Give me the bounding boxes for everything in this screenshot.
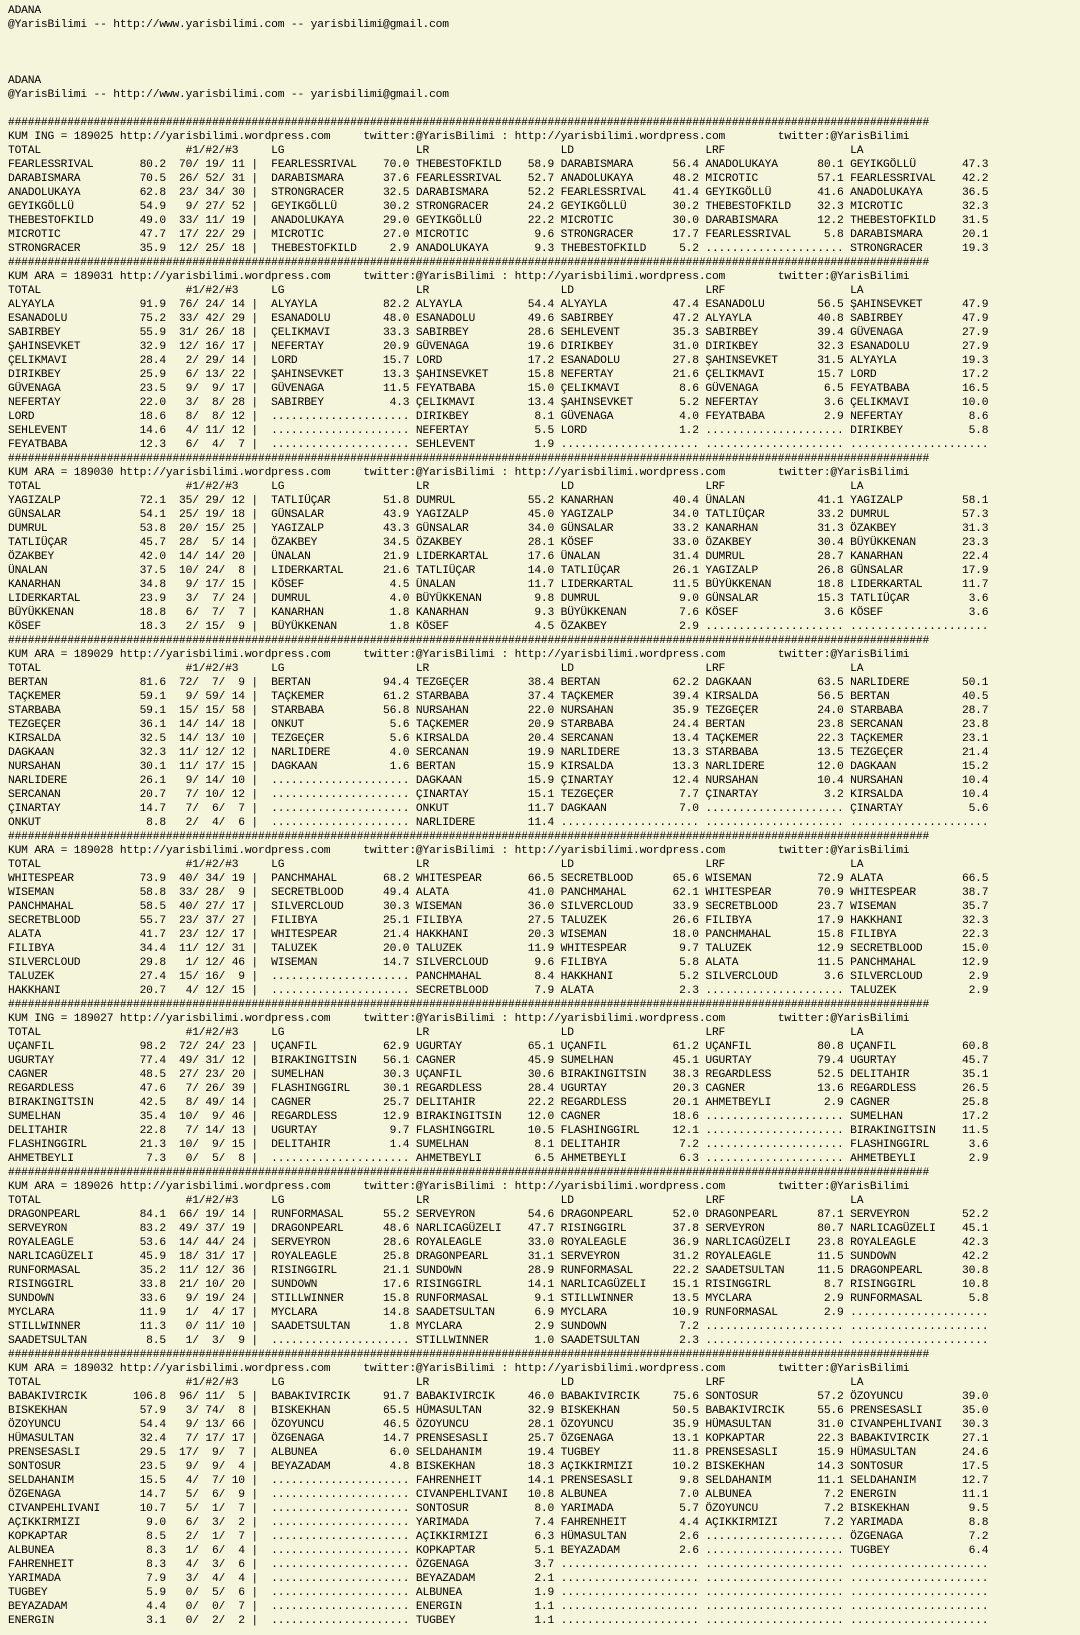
report-line: STARBABA 59.1 15/ 15/ 58 | STARBABA 56.8 NURSAHAN 22.0 NURSAHAN 35.9 TEZGEÇER 24.0 STARBABA 28.7 [8, 705, 989, 717]
report-line: ############################################################################################################################################ [8, 1167, 930, 1179]
report-line: @YarisBilimi -- http://www.yarisbilimi.com -- yarisbilimi@gmail.com [8, 89, 449, 101]
report-line: NEFERTAY 22.0 3/ 8/ 28 | SABIRBEY 4.3 ÇELIKMAVI 13.4 ŞAHINSEVKET 5.2 NEFERTAY 3.6 ÇELIKMAVI 10.0 [8, 397, 989, 409]
report-line: BISKEKHAN 57.9 3/ 74/ 8 | BISKEKHAN 65.5 HÜMASULTAN 32.9 BISKEKHAN 50.5 BABAKIVIRCIK 55.6 PRENSESASLI 35.0 [8, 1405, 989, 1417]
report-line: ############################################################################################################################################ [8, 831, 930, 843]
report-line: FEARLESSRIVAL 80.2 70/ 19/ 11 | FEARLESSRIVAL 70.0 THEBESTOFKILD 58.9 DARABISMARA 56.4 ANADOLUKAYA 80.1 GEYIKGÖLLÜ 47.3 [8, 159, 989, 171]
report-line: KOPKAPTAR 8.5 2/ 1/ 7 | ..................... AÇIKKIRMIZI 6.3 HÜMASULTAN 2.6 ..................... ÖZGENAGA 7.2 [8, 1531, 989, 1543]
report-line: ############################################################################################################################################ [8, 453, 930, 465]
report-line: KÖSEF 18.3 2/ 15/ 9 | BÜYÜKKENAN 1.8 KÖSEF 4.5 ÖZAKBEY 2.9 ..................... ..................... [8, 621, 989, 633]
report-line: DAGKAAN 32.3 11/ 12/ 12 | NARLIDERE 4.0 SERCANAN 19.9 NARLIDERE 13.3 STARBABA 13.5 TEZGEÇER 21.4 [8, 747, 989, 759]
report-line: BABAKIVIRCIK 106.8 96/ 11/ 5 | BABAKIVIRCIK 91.7 BABAKIVIRCIK 46.0 BABAKIVIRCIK 75.6 SONTOSUR 57.2 ÖZOYUNCU 39.0 [8, 1391, 989, 1403]
report-line: BERTAN 81.6 72/ 7/ 9 | BERTAN 94.4 TEZGEÇER 38.4 BERTAN 62.2 DAGKAAN 63.5 NARLIDERE 50.1 [8, 677, 989, 689]
report-line: SILVERCLOUD 29.8 1/ 12/ 46 | WISEMAN 14.7 SILVERCLOUD 9.6 FILIBYA 5.8 ALATA 11.5 PANCHMAHAL 12.9 [8, 957, 989, 969]
report-line: KUM ARA = 189030 http://yarisbilimi.wordpress.com twitter:@YarisBilimi : http://yarisbilimi.wordpress.com twitter:@YarisBilimi [8, 467, 910, 479]
report-line: TOTAL #1/#2/#3 LG LR LD LRF LA [8, 145, 864, 157]
report-line: TAÇKEMER 59.1 9/ 59/ 14 | TAÇKEMER 61.2 STARBABA 37.4 TAÇKEMER 39.4 KIRSALDA 56.5 BERTAN 40.5 [8, 691, 989, 703]
report-line: STRONGRACER 35.9 12/ 25/ 18 | THEBESTOFKILD 2.9 ANADOLUKAYA 9.3 THEBESTOFKILD 5.2 ..................... STRONGRACER 19.3 [8, 243, 989, 255]
report-line: SERCANAN 20.7 7/ 10/ 12 | ..................... ÇINARTAY 15.1 TEZGEÇER 7.7 ÇINARTAY 3.2 KIRSALDA 10.4 [8, 789, 989, 801]
report-line: YAGIZALP 72.1 35/ 29/ 12 | TATLIÜÇAR 51.8 DUMRUL 55.2 KANARHAN 40.4 ÜNALAN 41.1 YAGIZALP 58.1 [8, 495, 989, 507]
report-line: DIRIKBEY 25.9 6/ 13/ 22 | ŞAHINSEVKET 13.3 ŞAHINSEVKET 15.8 NEFERTAY 21.6 ÇELIKMAVI 15.7 LORD 17.2 [8, 369, 989, 381]
report-line: GÜNSALAR 54.1 25/ 19/ 18 | GÜNSALAR 43.9 YAGIZALP 45.0 YAGIZALP 34.0 TATLIÜÇAR 33.2 DUMRUL 57.3 [8, 509, 989, 521]
report-line: GÜVENAGA 23.5 9/ 9/ 17 | GÜVENAGA 11.5 FEYATBABA 15.0 ÇELIKMAVI 8.6 GÜVENAGA 6.5 FEYATBABA 16.5 [8, 383, 989, 395]
report-line: CAGNER 48.5 27/ 23/ 20 | SUMELHAN 30.3 UÇANFIL 30.6 BIRAKINGITSIN 38.3 REGARDLESS 52.5 DELITAHIR 35.1 [8, 1069, 989, 1081]
report-line: KUM ARA = 189028 http://yarisbilimi.wordpress.com twitter:@YarisBilimi : http://yarisbilimi.wordpress.com twitter:@YarisBilimi [8, 845, 910, 857]
report-line: HAKKHANI 20.7 4/ 12/ 15 | ..................... SECRETBLOOD 7.9 ALATA 2.3 ..................... TALUZEK 2.9 [8, 985, 989, 997]
report-line: FILIBYA 34.4 11/ 12/ 31 | TALUZEK 20.0 TALUZEK 11.9 WHITESPEAR 9.7 TALUZEK 12.9 SECRETBLOOD 15.0 [8, 943, 989, 955]
report-line: ############################################################################################################################################ [8, 635, 930, 647]
report-line: ÇINARTAY 14.7 7/ 6/ 7 | ..................... ONKUT 11.7 DAGKAAN 7.0 ..................... ÇINARTAY 5.6 [8, 803, 989, 815]
report-line: MICROTIC 47.7 17/ 22/ 29 | MICROTIC 27.0 MICROTIC 9.6 STRONGRACER 17.7 FEARLESSRIVAL 5.8 DARABISMARA 20.1 [8, 229, 989, 241]
report-line: KIRSALDA 32.5 14/ 13/ 10 | TEZGEÇER 5.6 KIRSALDA 20.4 SERCANAN 13.4 TAÇKEMER 22.3 TAÇKEMER 23.1 [8, 733, 989, 745]
report-line: ALYAYLA 91.9 76/ 24/ 14 | ALYAYLA 82.2 ALYAYLA 54.4 ALYAYLA 47.4 ESANADOLU 56.5 ŞAHINSEVKET 47.9 [8, 299, 989, 311]
report-line: RUNFORMASAL 35.2 11/ 12/ 36 | RISINGGIRL 21.1 SUNDOWN 28.9 RUNFORMASAL 22.2 SAADETSULTAN 11.5 DRAGONPEARL 30.8 [8, 1265, 989, 1277]
report-line: SEHLEVENT 14.6 4/ 11/ 12 | ..................... NEFERTAY 5.5 LORD 1.2 ..................... DIRIKBEY 5.8 [8, 425, 989, 437]
report-line: TOTAL #1/#2/#3 LG LR LD LRF LA [8, 1195, 864, 1207]
report-line: MYCLARA 11.9 1/ 4/ 17 | MYCLARA 14.8 SAADETSULTAN 6.9 MYCLARA 10.9 RUNFORMASAL 2.9 ..................... [8, 1307, 989, 1319]
report-line: BÜYÜKKENAN 18.8 6/ 7/ 7 | KANARHAN 1.8 KANARHAN 9.3 BÜYÜKKENAN 7.6 KÖSEF 3.6 KÖSEF 3.6 [8, 607, 989, 619]
report-line: LORD 18.6 8/ 8/ 12 | ..................... DIRIKBEY 8.1 GÜVENAGA 4.0 FEYATBABA 2.9 NEFERTAY 8.6 [8, 411, 989, 423]
report-line: AHMETBEYLI 7.3 0/ 5/ 8 | ..................... AHMETBEYLI 6.5 AHMETBEYLI 6.3 ..................... AHMETBEYLI 2.9 [8, 1153, 989, 1165]
report-line: SELDAHANIM 15.5 4/ 7/ 10 | ..................... FAHRENHEIT 14.1 PRENSESASLI 9.8 SELDAHANIM 11.1 SELDAHANIM 12.7 [8, 1475, 989, 1487]
report-line: BEYAZADAM 4.4 0/ 0/ 7 | ..................... ENERGIN 1.1 ..................... ..................... ..................... [8, 1601, 989, 1613]
report-line: SECRETBLOOD 55.7 23/ 37/ 27 | FILIBYA 25.1 FILIBYA 27.5 TALUZEK 26.6 FILIBYA 17.9 HAKKHANI 32.3 [8, 915, 989, 927]
report-line: FAHRENHEIT 8.3 4/ 3/ 6 | ..................... ÖZGENAGA 3.7 ..................... ..................... ..................... [8, 1559, 989, 1571]
report-line: ÖZOYUNCU 54.4 9/ 13/ 66 | ÖZOYUNCU 46.5 ÖZOYUNCU 28.1 ÖZOYUNCU 35.9 HÜMASULTAN 31.0 CIVANPEHLIVANI 30.3 [8, 1419, 989, 1431]
report-line: YARIMADA 7.9 3/ 4/ 4 | ..................... BEYAZADAM 2.1 ..................... ..................... ..................... [8, 1573, 989, 1585]
report-line: TOTAL #1/#2/#3 LG LR LD LRF LA [8, 481, 864, 493]
report-line: TOTAL #1/#2/#3 LG LR LD LRF LA [8, 1377, 864, 1389]
report-line: DRAGONPEARL 84.1 66/ 19/ 14 | RUNFORMASAL 55.2 SERVEYRON 54.6 DRAGONPEARL 52.0 DRAGONPEARL 87.1 SERVEYRON 52.2 [8, 1209, 989, 1221]
report-line: ENERGIN 3.1 0/ 2/ 2 | ..................... TUGBEY 1.1 ..................... ..................... ..................... [8, 1615, 989, 1627]
report-line: TEZGEÇER 36.1 14/ 14/ 18 | ONKUT 5.6 TAÇKEMER 20.9 STARBABA 24.4 BERTAN 23.8 SERCANAN 23.8 [8, 719, 989, 731]
report-line: NURSAHAN 30.1 11/ 17/ 15 | DAGKAAN 1.6 BERTAN 15.9 KIRSALDA 13.3 NARLIDERE 12.0 DAGKAAN 15.2 [8, 761, 989, 773]
report-line: SUNDOWN 33.6 9/ 19/ 24 | STILLWINNER 15.8 RUNFORMASAL 9.1 STILLWINNER 13.5 MYCLARA 2.9 RUNFORMASAL 5.8 [8, 1293, 989, 1305]
report-line: LIDERKARTAL 23.9 3/ 7/ 24 | DUMRUL 4.0 BÜYÜKKENAN 9.8 DUMRUL 9.0 GÜNSALAR 15.3 TATLIÜÇAR 3.6 [8, 593, 989, 605]
report-line: ÖZGENAGA 14.7 5/ 6/ 9 | ..................... CIVANPEHLIVANI 10.8 ALBUNEA 7.0 ALBUNEA 7.2 ENERGIN 11.1 [8, 1489, 989, 1501]
report-line: ANADOLUKAYA 62.8 23/ 34/ 30 | STRONGRACER 32.5 DARABISMARA 52.2 FEARLESSRIVAL 41.4 GEYIKGÖLLÜ 41.6 ANADOLUKAYA 36.5 [8, 187, 989, 199]
report-line: SABIRBEY 55.9 31/ 26/ 18 | ÇELIKMAVI 33.3 SABIRBEY 28.6 SEHLEVENT 35.3 SABIRBEY 39.4 GÜVENAGA 27.9 [8, 327, 989, 339]
report-line: CIVANPEHLIVANI 10.7 5/ 1/ 7 | ..................... SONTOSUR 8.0 YARIMADA 5.7 ÖZOYUNCU 7.2 BISKEKHAN 9.5 [8, 1503, 989, 1515]
report-line: AÇIKKIRMIZI 9.0 6/ 3/ 2 | ..................... YARIMADA 7.4 FAHRENHEIT 4.4 AÇIKKIRMIZI 7.2 YARIMADA 8.8 [8, 1517, 989, 1529]
report-line: ROYALEAGLE 53.6 14/ 44/ 24 | SERVEYRON 28.6 ROYALEAGLE 33.0 ROYALEAGLE 36.9 NARLICAGÜZELI 23.8 ROYALEAGLE 42.3 [8, 1237, 989, 1249]
report-line: FEYATBABA 12.3 6/ 4/ 7 | ..................... SEHLEVENT 1.9 ..................... ..................... ..................... [8, 439, 989, 451]
report-line: DARABISMARA 70.5 26/ 52/ 31 | DARABISMARA 37.6 FEARLESSRIVAL 52.7 ANADOLUKAYA 48.2 MICROTIC 57.1 FEARLESSRIVAL 42.2 [8, 173, 989, 185]
report-line: WHITESPEAR 73.9 40/ 34/ 19 | PANCHMAHAL 68.2 WHITESPEAR 66.5 SECRETBLOOD 65.6 WISEMAN 72.9 ALATA 66.5 [8, 873, 989, 885]
report-line: STILLWINNER 11.3 0/ 11/ 10 | SAADETSULTAN 1.8 MYCLARA 2.9 SUNDOWN 7.2 ..................... ..................... [8, 1321, 989, 1333]
report-line: ÖZAKBEY 42.0 14/ 14/ 20 | ÜNALAN 21.9 LIDERKARTAL 17.6 ÜNALAN 31.4 DUMRUL 28.7 KANARHAN 22.4 [8, 551, 989, 563]
report-line: KUM ARA = 189031 http://yarisbilimi.wordpress.com twitter:@YarisBilimi : http://yarisbilimi.wordpress.com twitter:@YarisBilimi [8, 271, 910, 283]
report-line: ############################################################################################################################################ [8, 1349, 930, 1361]
report-line: ADANA [8, 75, 41, 87]
report-line: ŞAHINSEVKET 32.9 12/ 16/ 17 | NEFERTAY 20.9 GÜVENAGA 19.6 DIRIKBEY 31.0 DIRIKBEY 32.3 ESANADOLU 27.9 [8, 341, 989, 353]
report-line: WISEMAN 58.8 33/ 28/ 9 | SECRETBLOOD 49.4 ALATA 41.0 PANCHMAHAL 62.1 WHITESPEAR 70.9 WHITESPEAR 38.7 [8, 887, 989, 899]
report-line: HÜMASULTAN 32.4 7/ 17/ 17 | ÖZGENAGA 14.7 PRENSESASLI 25.7 ÖZGENAGA 13.1 KOPKAPTAR 22.3 BABAKIVIRCIK 27.1 [8, 1433, 989, 1445]
report-line: ############################################################################################################################################ [8, 257, 930, 269]
report-line: ALATA 41.7 23/ 12/ 17 | WHITESPEAR 21.4 HAKKHANI 20.3 WISEMAN 18.0 PANCHMAHAL 15.8 FILIBYA 22.3 [8, 929, 989, 941]
report-line: RISINGGIRL 33.8 21/ 10/ 20 | SUNDOWN 17.6 RISINGGIRL 14.1 NARLICAGÜZELI 15.1 RISINGGIRL 8.7 RISINGGIRL 10.8 [8, 1279, 989, 1291]
report-line [8, 60, 1080, 74]
report-line: KUM ARA = 189029 http://yarisbilimi.wordpress.com twitter:@YarisBilimi : http://yarisbilimi.wordpress.com twitter:@YarisBilimi [8, 649, 910, 661]
report-line: UGURTAY 77.4 49/ 31/ 12 | BIRAKINGITSIN 56.1 CAGNER 45.9 SUMELHAN 45.1 UGURTAY 79.4 UGURTAY 45.7 [8, 1055, 989, 1067]
report-line: FLASHINGGIRL 21.3 10/ 9/ 15 | DELITAHIR 1.4 SUMELHAN 8.1 DELITAHIR 7.2 ..................... FLASHINGGIRL 3.6 [8, 1139, 989, 1151]
report-line: KUM ARA = 189026 http://yarisbilimi.wordpress.com twitter:@YarisBilimi : http://yarisbilimi.wordpress.com twitter:@YarisBilimi [8, 1181, 910, 1193]
report-line: DUMRUL 53.8 20/ 15/ 25 | YAGIZALP 43.3 GÜNSALAR 34.0 GÜNSALAR 33.2 KANARHAN 31.3 ÖZAKBEY 31.3 [8, 523, 989, 535]
report-line: ESANADOLU 75.2 33/ 42/ 29 | ESANADOLU 48.0 ESANADOLU 49.6 SABIRBEY 47.2 ALYAYLA 40.8 SABIRBEY 47.9 [8, 313, 989, 325]
report-line: TATLIÜÇAR 45.7 28/ 5/ 14 | ÖZAKBEY 34.5 ÖZAKBEY 28.1 KÖSEF 33.0 ÖZAKBEY 30.4 BÜYÜKKENAN 23.3 [8, 537, 989, 549]
report-line: SONTOSUR 23.5 9/ 9/ 4 | BEYAZADAM 4.8 BISKEKHAN 18.3 AÇIKKIRMIZI 10.2 BISKEKHAN 14.3 SONTOSUR 17.5 [8, 1461, 989, 1473]
report-line: ALBUNEA 8.3 1/ 6/ 4 | ..................... KOPKAPTAR 5.1 BEYAZADAM 2.6 ..................... TUGBEY 6.4 [8, 1545, 989, 1557]
report-line: KUM ING = 189025 http://yarisbilimi.wordpress.com twitter:@YarisBilimi : http://yarisbilimi.wordpress.com twitter:@YarisBilimi [8, 131, 910, 143]
report-line: DELITAHIR 22.8 7/ 14/ 13 | UGURTAY 9.7 FLASHINGGIRL 10.5 FLASHINGGIRL 12.1 ..................... BIRAKINGITSIN 11.5 [8, 1125, 989, 1137]
report-line: ADANA [8, 5, 41, 17]
report-line: NARLIDERE 26.1 9/ 14/ 10 | ..................... DAGKAAN 15.9 ÇINARTAY 12.4 NURSAHAN 10.4 NURSAHAN 10.4 [8, 775, 989, 787]
report-line: KANARHAN 34.8 9/ 17/ 15 | KÖSEF 4.5 ÜNALAN 11.7 LIDERKARTAL 11.5 BÜYÜKKENAN 18.8 LIDERKARTAL 11.7 [8, 579, 989, 591]
report-line: KUM ARA = 189032 http://yarisbilimi.wordpress.com twitter:@YarisBilimi : http://yarisbilimi.wordpress.com twitter:@YarisBilimi [8, 1363, 910, 1375]
report-line: ÜNALAN 37.5 10/ 24/ 8 | LIDERKARTAL 21.6 TATLIÜÇAR 14.0 TATLIÜÇAR 26.1 YAGIZALP 26.8 GÜNSALAR 17.9 [8, 565, 989, 577]
report-line [8, 102, 1080, 116]
report-line: ############################################################################################################################################ [8, 117, 930, 129]
report-line: REGARDLESS 47.6 7/ 26/ 39 | FLASHINGGIRL 30.1 REGARDLESS 28.4 UGURTAY 20.3 CAGNER 13.6 REGARDLESS 26.5 [8, 1083, 989, 1095]
report-line: @YarisBilimi -- http://www.yarisbilimi.com -- yarisbilimi@gmail.com [8, 19, 449, 31]
report-line: TOTAL #1/#2/#3 LG LR LD LRF LA [8, 1027, 864, 1039]
report-line: THEBESTOFKILD 49.0 33/ 11/ 19 | ANADOLUKAYA 29.0 GEYIKGÖLLÜ 22.2 MICROTIC 30.0 DARABISMARA 12.2 THEBESTOFKILD 31.5 [8, 215, 989, 227]
report-line: ############################################################################################################################################ [8, 999, 930, 1011]
report-line: SUMELHAN 35.4 10/ 9/ 46 | REGARDLESS 12.9 BIRAKINGITSIN 12.0 CAGNER 18.6 ..................... SUMELHAN 17.2 [8, 1111, 989, 1123]
report-line: TALUZEK 27.4 15/ 16/ 9 | ..................... PANCHMAHAL 8.4 HAKKHANI 5.2 SILVERCLOUD 3.6 SILVERCLOUD 2.9 [8, 971, 989, 983]
report-line: PRENSESASLI 29.5 17/ 9/ 7 | ALBUNEA 6.0 SELDAHANIM 19.4 TUGBEY 11.8 PRENSESASLI 15.9 HÜMASULTAN 24.6 [8, 1447, 989, 1459]
report-line: KUM ING = 189027 http://yarisbilimi.wordpress.com twitter:@YarisBilimi : http://yarisbilimi.wordpress.com twitter:@YarisBilimi [8, 1013, 910, 1025]
report-line: TOTAL #1/#2/#3 LG LR LD LRF LA [8, 859, 864, 871]
report-line: SAADETSULTAN 8.5 1/ 3/ 9 | ..................... STILLWINNER 1.0 SAADETSULTAN 2.3 ..................... ..................... [8, 1335, 989, 1347]
report-line: NARLICAGÜZELI 45.9 18/ 31/ 17 | ROYALEAGLE 25.8 DRAGONPEARL 31.1 SERVEYRON 31.2 ROYALEAGLE 11.5 SUNDOWN 42.2 [8, 1251, 989, 1263]
report-line [8, 46, 1080, 60]
report-line: SERVEYRON 83.2 49/ 37/ 19 | DRAGONPEARL 48.6 NARLICAGÜZELI 47.7 RISINGGIRL 37.8 SERVEYRON 80.7 NARLICAGÜZELI 45.1 [8, 1223, 989, 1235]
report-line [8, 32, 1080, 46]
report-line: ONKUT 8.8 2/ 4/ 6 | ..................... NARLIDERE 11.4 ..................... ..................... ..................... [8, 817, 989, 829]
report-line: ÇELIKMAVI 28.4 2/ 29/ 14 | LORD 15.7 LORD 17.2 ESANADOLU 27.8 ŞAHINSEVKET 31.5 ALYAYLA 19.3 [8, 355, 989, 367]
report-line: GEYIKGÖLLÜ 54.9 9/ 27/ 52 | GEYIKGÖLLÜ 30.2 STRONGRACER 24.2 GEYIKGÖLLÜ 30.2 THEBESTOFKILD 32.3 MICROTIC 32.3 [8, 201, 989, 213]
report-line: PANCHMAHAL 58.5 40/ 27/ 17 | SILVERCLOUD 30.3 WISEMAN 36.0 SILVERCLOUD 33.9 SECRETBLOOD 23.7 WISEMAN 35.7 [8, 901, 989, 913]
report-line: BIRAKINGITSIN 42.5 8/ 49/ 14 | CAGNER 25.7 DELITAHIR 22.2 REGARDLESS 20.1 AHMETBEYLI 2.9 CAGNER 25.8 [8, 1097, 989, 1109]
report-line: TOTAL #1/#2/#3 LG LR LD LRF LA [8, 285, 864, 297]
report-line: UÇANFIL 98.2 72/ 24/ 23 | UÇANFIL 62.9 UGURTAY 65.1 UÇANFIL 61.2 UÇANFIL 80.8 UÇANFIL 60.8 [8, 1041, 989, 1053]
report-line: TOTAL #1/#2/#3 LG LR LD LRF LA [8, 663, 864, 675]
report-line: TUGBEY 5.9 0/ 5/ 6 | ..................... ALBUNEA 1.9 ..................... ..................... ..................... [8, 1587, 989, 1599]
